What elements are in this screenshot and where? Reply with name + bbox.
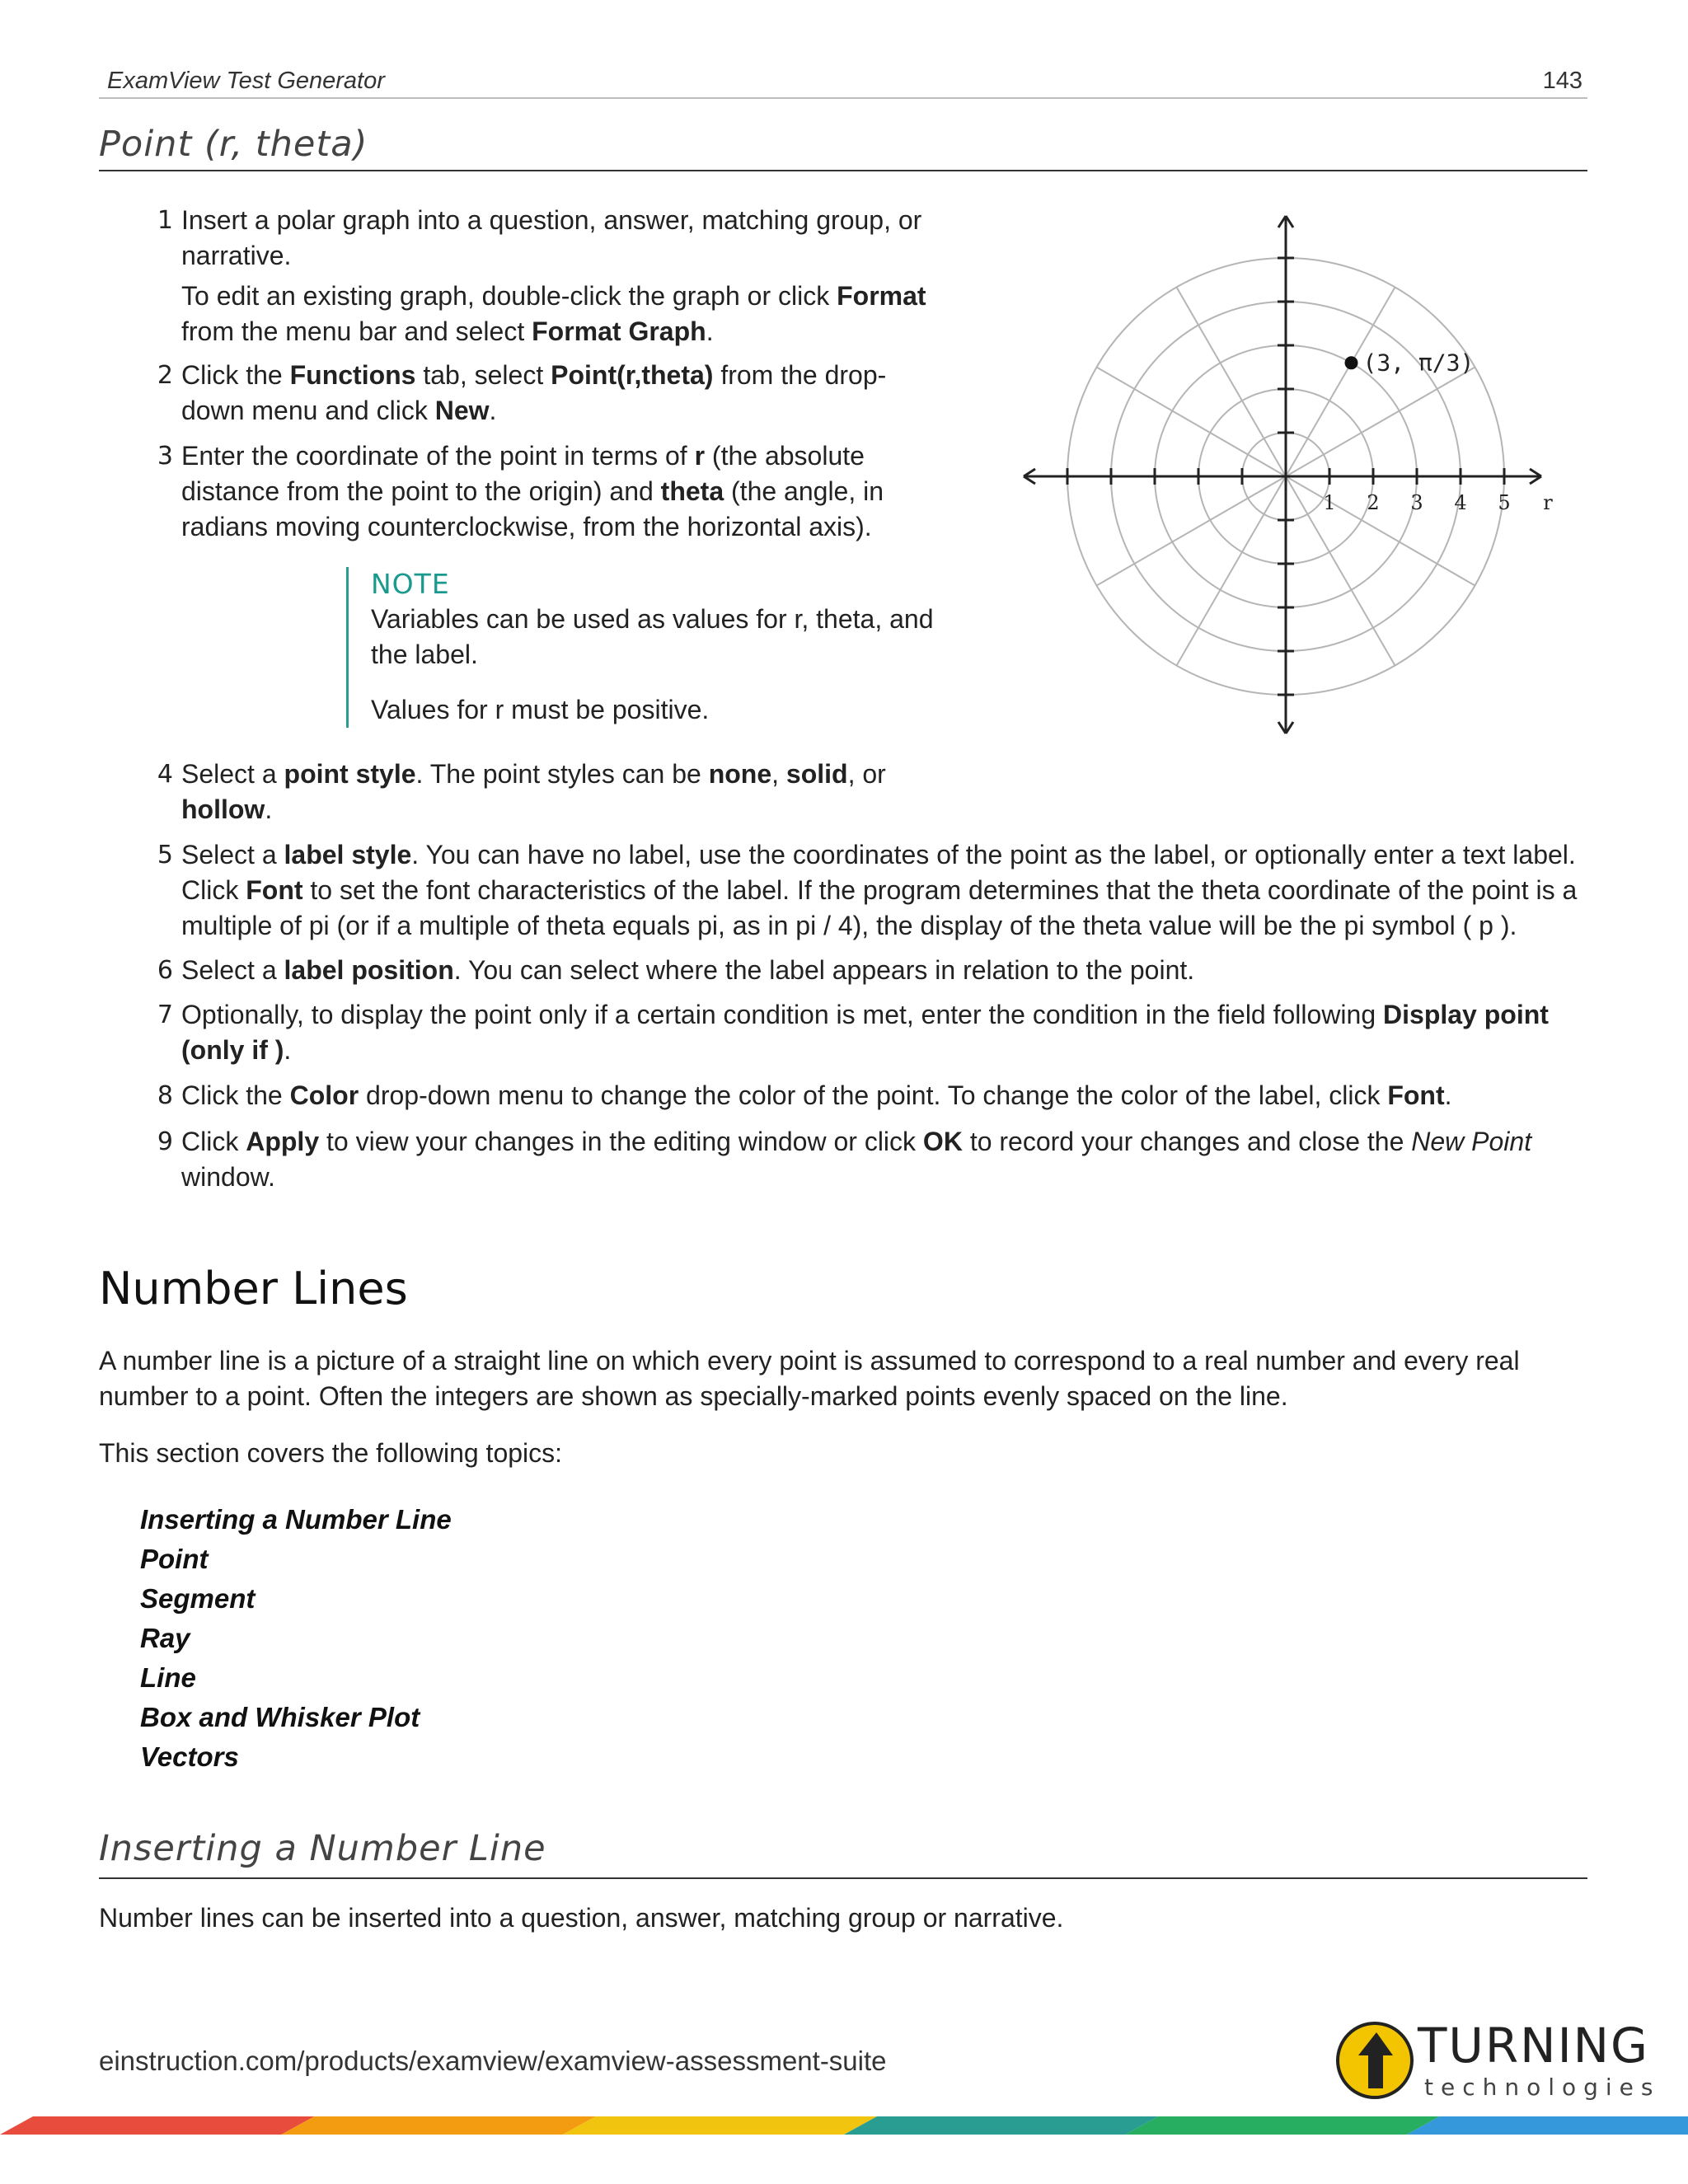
polar-graph-figure	[1014, 206, 1558, 750]
logo-subword: technologies	[1424, 2074, 1661, 2101]
axis-tick-label: 2	[1367, 491, 1380, 514]
axis-tick-label: 5	[1498, 491, 1511, 514]
step-number: 6	[157, 956, 173, 985]
topic-link[interactable]: Segment	[140, 1583, 256, 1614]
step-number: 5	[157, 841, 173, 869]
inserting-number-line-body: Number lines can be inserted into a question, answer, matching group or narrative.	[99, 1903, 1064, 1933]
topic-link[interactable]: Inserting a Number Line	[140, 1504, 452, 1535]
radial-gridline	[1286, 288, 1395, 476]
step-1: 1 Insert a polar graph into a question, answer, matching group, or narrative. To edit an existing graph, double-click the graph or click Format from the menu bar and select Format Graph.	[181, 203, 948, 349]
step-number: 7	[157, 1001, 173, 1029]
radial-gridline	[1177, 288, 1287, 476]
plotted-point	[1345, 356, 1358, 369]
topic-link[interactable]: Ray	[140, 1623, 190, 1653]
step-6: 6 Select a label position. You can select where the label appears in relation to the point.	[181, 953, 1591, 988]
band-segment	[563, 2116, 877, 2135]
turning-technologies-logo	[1335, 2018, 1661, 2108]
topic-link[interactable]: Line	[140, 1662, 196, 1693]
step-5: 5 Select a label style. You can have no label, use the coordinates of the point as the label, or optionally enter a text label. Click Font to set the font characteristics of the label. If the program determines that the theta coordinate of the point is a multiple of pi (or if a multiple of theta equals pi, as in pi / 4), the display of the theta value will be the pi symbol ( p ).	[181, 837, 1591, 944]
step-7: 7 Optionally, to display the point only if a certain condition is met, enter the condition in the field following Display point (only if ).	[181, 997, 1591, 1068]
step-4: 4 Select a point style. The point styles can be none, solid, or hollow.	[181, 757, 948, 827]
step-number: 9	[157, 1127, 173, 1156]
topic-list	[140, 1500, 452, 1777]
document-title: ExamView Test Generator	[107, 68, 385, 94]
axis-tick-label: 1	[1323, 491, 1336, 514]
band-segment	[281, 2116, 595, 2135]
band-segment	[0, 2116, 314, 2135]
page-number: 143	[1542, 68, 1582, 94]
step-number: 4	[157, 760, 173, 789]
number-lines-intro: A number line is a picture of a straight line on which every point is assumed to correspond to a real number and every real number to a point. Often the integers are shown as specially-marked points evenly spaced on the line.	[99, 1346, 1520, 1411]
step-number: 8	[157, 1081, 173, 1110]
topic-link[interactable]: Point	[140, 1544, 209, 1574]
point-label: (3, π/3)	[1362, 349, 1475, 377]
running-header	[99, 64, 1587, 99]
axis-tick-label: 4	[1454, 491, 1467, 514]
section-heading-point: Point (r, theta)	[99, 124, 1587, 171]
step-number: 1	[157, 206, 173, 235]
band-segment	[1407, 2116, 1688, 2135]
band-segment	[1125, 2116, 1439, 2135]
note-line-2: Values for r must be positive.	[371, 695, 710, 724]
section-heading-inserting-number-line: Inserting a Number Line	[99, 1828, 1587, 1879]
note-label: NOTE	[371, 568, 450, 600]
step-number: 2	[157, 361, 173, 390]
logo-arrow-icon	[1335, 2021, 1414, 2100]
radial-gridline	[1097, 368, 1286, 477]
topic-link[interactable]: Vectors	[140, 1741, 239, 1772]
footer-url[interactable]: einstruction.com/products/examview/examview-assessment-suite	[99, 2046, 887, 2076]
radial-gridline	[1177, 476, 1287, 665]
radial-gridline	[1286, 368, 1475, 477]
radial-gridline	[1097, 476, 1286, 586]
footer-color-band	[0, 2116, 1688, 2135]
step-2: 2 Click the Functions tab, select Point(r,theta) from the drop-down menu and click New.	[181, 358, 948, 429]
axis-tick-label: r	[1543, 491, 1553, 514]
step-8: 8 Click the Color drop-down menu to change the color of the point. To change the color of the label, click Font.	[181, 1078, 1591, 1113]
step-number: 3	[157, 442, 173, 471]
radial-gridline	[1286, 476, 1475, 586]
logo-word: TURNING	[1418, 2018, 1650, 2074]
note-callout	[346, 567, 948, 728]
step-3: 3 Enter the coordinate of the point in terms of r (the absolute distance from the point to the origin) and theta (the angle, in radians moving counterclockwise, from the horizontal axis).	[181, 438, 948, 545]
topics-intro: This section covers the following topics:	[99, 1438, 563, 1468]
axis-tick-label: 3	[1410, 491, 1423, 514]
topic-link[interactable]: Box and Whisker Plot	[140, 1702, 420, 1732]
step-9: 9 Click Apply to view your changes in the editing window or click OK to record your changes and close the New Point window.	[181, 1124, 1591, 1195]
section-heading-number-lines: Number Lines	[99, 1263, 408, 1315]
note-line-1: Variables can be used as values for r, theta, and the label.	[371, 604, 934, 669]
band-segment	[844, 2116, 1158, 2135]
